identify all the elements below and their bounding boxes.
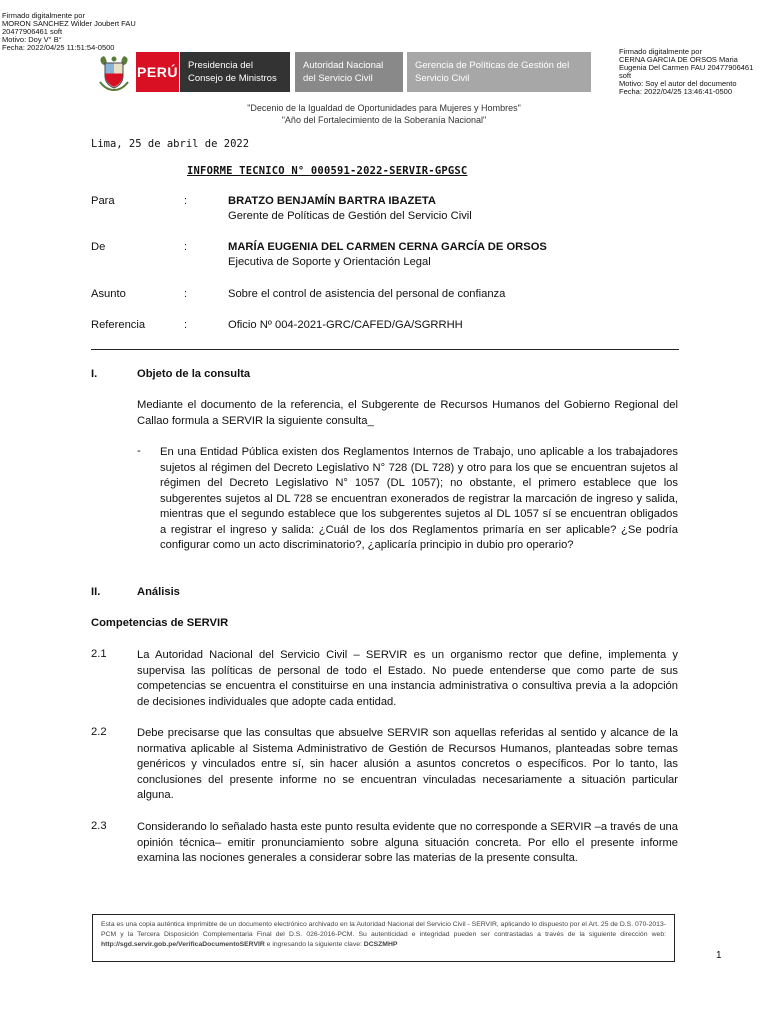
field-label-asunto: Asunto [91, 288, 126, 300]
item-text: Debe precisarse que las consultas que absuelve SERVIR son aquellas referidas al sentido y alcance de la normativa aplicable al Sistema Administrativo de Gestión de Recursos Humanos, planteadas sobre temas genéricos y vinculados entre sí, sin hacer alusión a asuntos concretos o específicos. Por lo tanto, las conclusiones del presente informe no se encuentran vinculadas necesariamente a situación particular alguna. [137, 727, 678, 801]
referencia-value: Oficio Nº 004-2021-GRC/CAFED/GA/SGRRHH [228, 319, 463, 331]
sig-line: Firmado digitalmente por [619, 48, 702, 56]
de-name: MARÍA EUGENIA DEL CARMEN CERNA GARCÍA DE ORSOS [228, 241, 547, 253]
field-label-de: De [91, 241, 106, 253]
para-role: Gerente de Políticas de Gestión del Servicio Civil [228, 210, 472, 222]
field-colon: : [184, 319, 188, 331]
consulta-bullet: En una Entidad Pública existen dos Reglamentos Internos de Trabajo, uno aplicable a los trabajadores sujetos al régimen del Decreto Legislativo N° 728 (DL 728) y otro para los que se encuentran sujetos al régimen del Decreto Legislativo N° 1057 (DL 1057); no obstante, el primero establece que los subgerentes sujetos al DL 728 se encuentran exonerados de registrar la marcación de ingreso y salida, mientras que el segundo establece que los subgerentes sujetos al DL 1057 sí se encuentran obligados a registrar el ingreso y salida: ¿Cuál de los dos Reglamentos primaría en ser aplicable? ¿Se podría configurar como un acto discriminatorio?, ¿aplicaría principio in dubio pro operario? [160, 446, 678, 551]
de-role: Ejecutiva de Soporte y Orientación Legal [228, 256, 431, 268]
page-number: 1 [716, 950, 722, 961]
document-title: INFORME TECNICO N° 000591-2022-SERVIR-GPGSC [187, 165, 468, 177]
header-box-line: Autoridad Nacional [303, 60, 384, 71]
section-title: Objeto de la consulta [137, 368, 251, 380]
header-divider [91, 349, 679, 350]
para-name: BRATZO BENJAMÍN BARTRA IBAZETA [228, 195, 436, 207]
header-box-line: Presidencia del [188, 60, 253, 71]
item-number: 2.1 [91, 648, 107, 660]
document-date: Lima, 25 de abril de 2022 [91, 138, 250, 150]
sig-line: Firmado digitalmente por [2, 11, 85, 20]
peru-label: PERÚ [137, 64, 178, 80]
sig-line: Eugenia Del Carmen FAU 20477906461 [619, 63, 754, 72]
section1-intro: Mediante el documento de la referencia, el Subgerente de Recursos Humanos del Gobierno Regional del Callao formula a SERVIR la siguiente consulta_ [137, 399, 678, 427]
field-label-para: Para [91, 195, 115, 207]
header-box-pcm [180, 52, 290, 92]
sig-line: Motivo: Soy el autor del documento [619, 79, 737, 88]
header-box-line: Gerencia de Políticas de Gestión del [415, 60, 570, 71]
header-box-line: Consejo de Ministros [188, 73, 277, 84]
verification-link[interactable]: http://sgd.servir.gob.pe/VerificaDocumentoSERVIR [101, 941, 265, 948]
notice-text: e ingresando la siguiente clave: [264, 941, 364, 948]
authenticity-notice [92, 914, 675, 962]
header-box-line: Servicio Civil [415, 73, 470, 84]
sig-line: Fecha: 2022/04/25 13:46:41-0500 [619, 87, 733, 96]
sig-line: Motivo: Doy V° B° [2, 35, 62, 44]
section-number: I. [91, 368, 98, 380]
peru-logo [136, 52, 179, 92]
verification-key: DCSZMHP [363, 941, 398, 948]
item-text: La Autoridad Nacional del Servicio Civil – SERVIR es un organismo rector que define, implementa y supervisa las políticas de personal de todo el Estado. No puede entenderse que como parte de sus competencias se encuentra el constituirse en una instancia administrativa o consultiva previa a la adopción de decisiones individuales que adopte cada entidad. [137, 649, 678, 708]
sig-line: 20477906461 soft [2, 27, 63, 36]
notice-text: Esta es una copia auténtica imprimible de un documento electrónico archivado en la Autoridad Nacional del Servicio Civil - SERVIR, aplicando lo dispuesto por el Art. 25 de D.S. 070-2013-PCM y la Tercera Disposición Complementaria Final del D.S. 026-2016-PCM. Su autenticidad e integridad pueden ser contrastadas a través de la siguiente dirección web: [101, 921, 666, 938]
field-colon: : [184, 288, 188, 300]
item-text: Considerando lo señalado hasta este punto resulta evidente que no corresponde a SERVIR –a través de una opinión técnica– emitir pronunciamiento sobre alguna situación concreta. Por ello el presente informe examina las nociones generales a considerar sobre las materias de la presente consulta. [137, 821, 678, 864]
field-colon: : [184, 241, 188, 253]
header-box-gerencia [407, 52, 591, 92]
field-label-referencia: Referencia [91, 319, 146, 331]
subsection-title: Competencias de SERVIR [91, 617, 229, 629]
asunto-value: Sobre el control de asistencia del personal de confianza [228, 288, 506, 300]
digital-signature-right [619, 48, 764, 96]
section-title: Análisis [137, 586, 180, 598]
motto-line-1: "Decenio de la Igualdad de Oportunidades para Mujeres y Hombres" [247, 103, 521, 113]
sig-line: CERNA GARCIA DE ORSOS Maria [619, 55, 738, 64]
digital-signature-left [2, 12, 136, 52]
header-box-line: del Servicio Civil [303, 73, 373, 84]
section-number: II. [91, 586, 101, 598]
item-number: 2.3 [91, 820, 107, 832]
header-box-servir [295, 52, 403, 92]
sig-line: soft [619, 71, 632, 80]
item-number: 2.2 [91, 726, 107, 738]
motto-line-2: "Año del Fortalecimiento de la Soberanía Nacional" [281, 115, 487, 125]
coat-of-arms-icon [96, 54, 132, 92]
field-colon: : [184, 195, 188, 207]
sig-line: MORON SANCHEZ Wilder Joubert FAU [2, 19, 136, 28]
bullet-dash: - [137, 445, 141, 457]
sig-line: Fecha: 2022/04/25 11:51:54-0500 [2, 43, 115, 52]
